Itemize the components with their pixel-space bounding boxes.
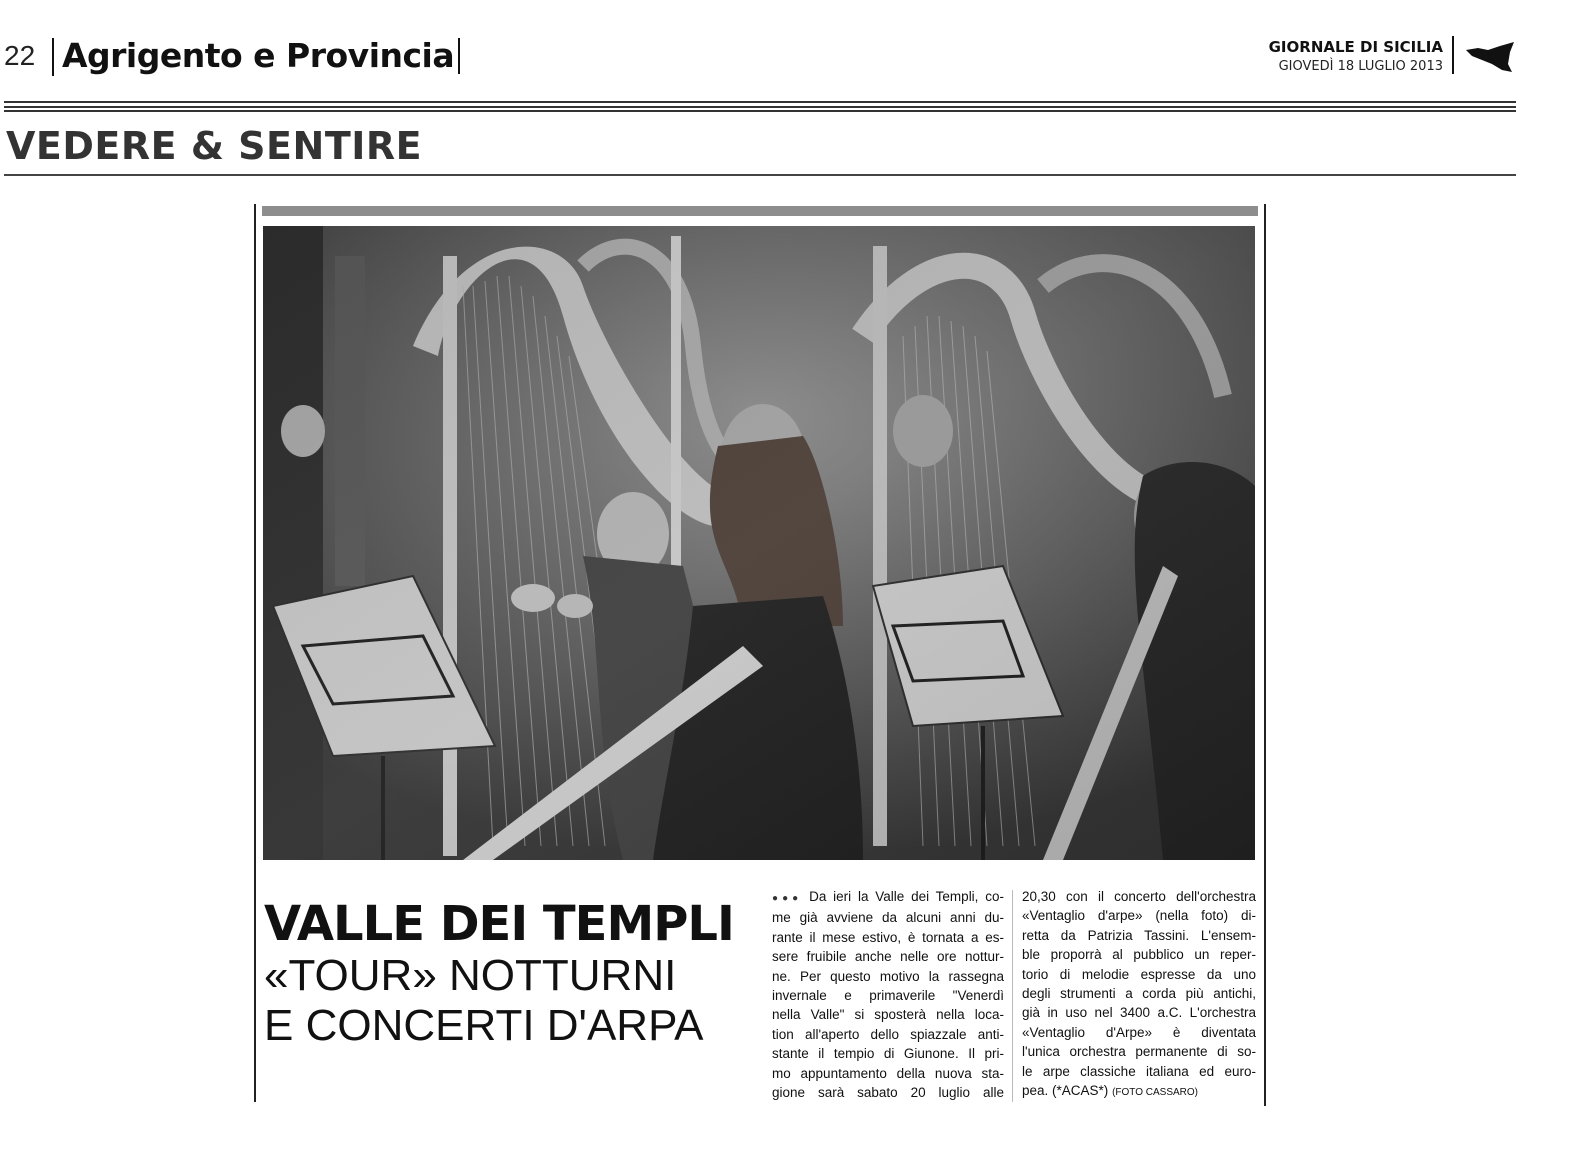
header-divider — [458, 38, 460, 74]
body-line: stante il tempio di Giunone. Il pri- — [772, 1046, 1004, 1062]
rubric-rule — [4, 174, 1516, 176]
body-line: me già avviene da alcuni anni du- — [772, 910, 1004, 926]
body-line: «Ventaglio d'Arpe» è diventata — [1022, 1024, 1256, 1040]
body-line: gione sarà sabato 20 luglio alle — [772, 1085, 1004, 1101]
rubric-title: VEDERE & SENTIRE — [6, 124, 423, 168]
issue-date: GIOVEDÌ 18 LUGLIO 2013 — [1278, 59, 1443, 74]
body-line: degli strumenti a corda più antichi, — [1022, 986, 1256, 1002]
photo-credit: (FOTO CASSARO) — [1112, 1087, 1198, 1099]
body-line: ●●● Da ieri la Valle dei Templi, co- — [772, 889, 1004, 904]
body-line: «Ventaglio d'arpe» (nella foto) di- — [1022, 908, 1256, 924]
body-line: ble proporrà al pubblico un reper- — [1022, 947, 1256, 963]
body-line: torio di melodie espresse da uno — [1022, 966, 1256, 982]
article-top-band — [262, 206, 1258, 216]
bullet-dots-icon: ●●● — [772, 893, 810, 904]
body-line: retta da Patrizia Tassini. L'ensem- — [1022, 927, 1256, 943]
column-divider — [1012, 890, 1013, 1102]
body-line: le arpe classiche italiana ed euro- — [1022, 1063, 1256, 1079]
body-line: invernale e primaverile "Venerdì — [772, 988, 1004, 1004]
header-divider — [1452, 36, 1454, 74]
section-title: Agrigento e Provincia — [62, 36, 455, 75]
page-number: 22 — [4, 40, 36, 71]
newspaper-name: GIORNALE DI SICILIA — [1268, 38, 1443, 56]
body-line: sere fruibile anche nelle ore nottur- — [772, 949, 1004, 965]
article-headline-line1: «TOUR» NOTTURNI — [264, 951, 677, 1000]
body-line: rante il mese estivo, è tornata a es- — [772, 929, 1004, 945]
body-line: ne. Per questo motivo la rassegna — [772, 968, 1004, 984]
body-line: l'unica orchestra permanente di so- — [1022, 1044, 1256, 1060]
body-line: già in uso nel 3400 a.C. L'orchestra — [1022, 1005, 1256, 1021]
body-line: 20,30 con il concerto dell'orchestra — [1022, 889, 1256, 904]
body-line: mo appuntamento della nuova sta- — [772, 1065, 1004, 1081]
body-line-last: pea. (*ACAS*) (FOTO CASSARO) — [1022, 1083, 1198, 1099]
article-photo — [263, 226, 1255, 860]
header-rule — [4, 110, 1516, 112]
article-column-1 — [772, 887, 1004, 1102]
article-column-2 — [1022, 887, 1256, 1102]
sicily-map-icon — [1464, 38, 1516, 76]
article-border-right — [1264, 204, 1266, 1106]
harp-concert-photo — [263, 226, 1255, 860]
header-rule — [4, 101, 1516, 103]
article-headline-line2: E CONCERTI D'ARPA — [264, 1001, 704, 1050]
article-border-left — [254, 204, 256, 1102]
header-divider — [52, 38, 54, 76]
article-kicker: VALLE DEI TEMPLI — [264, 896, 734, 952]
body-line: tion all'aperto dello spiazzale anti- — [772, 1026, 1004, 1042]
body-line: nella Valle" si sposterà nella loca- — [772, 1007, 1004, 1023]
header-rule — [4, 106, 1516, 108]
